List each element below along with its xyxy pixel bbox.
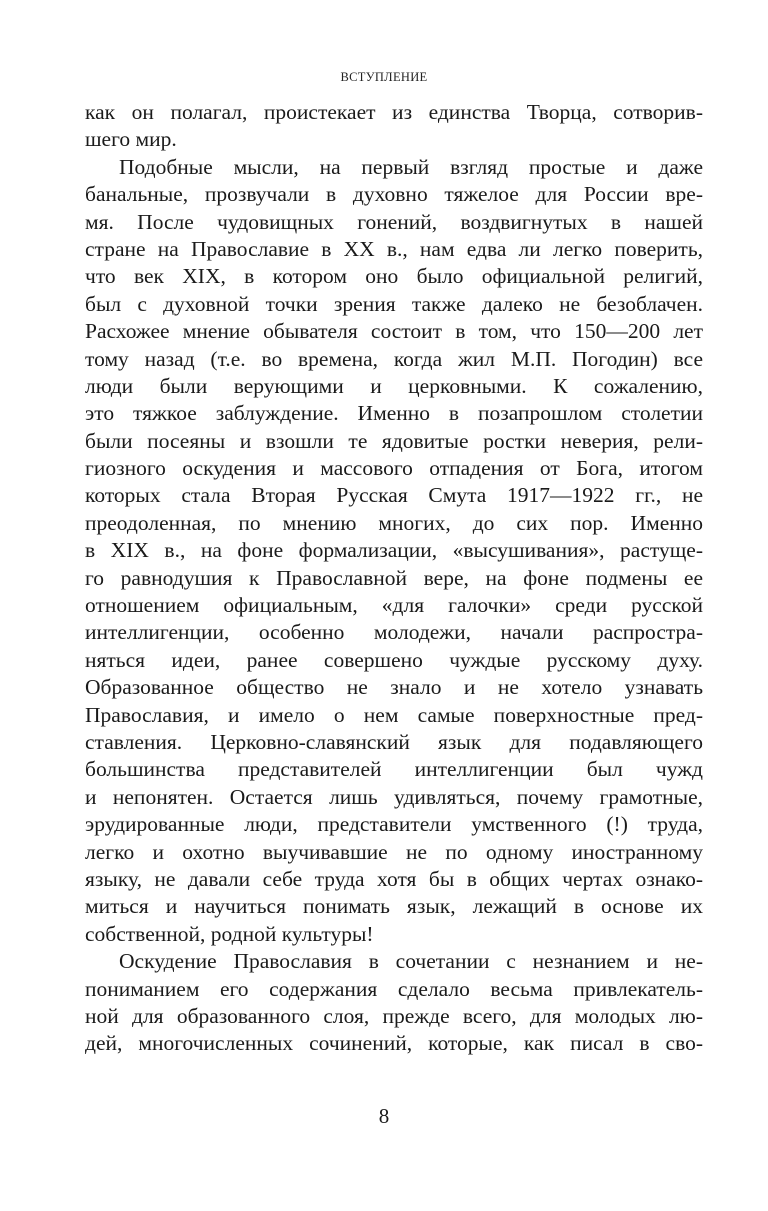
running-head: ВСТУПЛЕНИЕ [340,70,428,84]
text-line: Подобные мысли, на первый взгляд простые и даже [119,154,703,179]
text-line: Расхожее мнение обывателя состоит в том, что 150—200 лет [85,319,703,344]
text-line: стране на Православие в XX в., нам едва ли легко поверить, [85,236,703,261]
paragraph [85,948,703,1058]
text-line: дей, многочисленных сочинений, которые, как писал в сво- [85,1031,703,1056]
text-line: шего мир. [85,127,177,152]
text-line: большинства представителей интеллигенции был чужд [85,757,703,782]
text-line: ной для образованного слоя, прежде всего, для молодых лю- [85,1003,703,1028]
text-line: собственной, родной культуры! [85,921,374,946]
text-line: пониманием его содержания сделало весьма привлекатель- [85,976,703,1001]
text-line: гиозного оскудения и массового отпадения от Бога, итогом [85,456,703,481]
text-line: няться идеи, ранее совершено чуждые русскому духу. [85,647,703,672]
text-line: и непонятен. Остается лишь удивляться, почему грамотные, [85,784,703,809]
text-line: люди были верующими и церковными. К сожалению, [85,373,703,398]
page-number: 8 [378,1104,390,1128]
text-line: были посеяны и взошли те ядовитые ростки неверия, рели- [85,428,703,453]
paragraph [85,154,703,948]
text-line: интеллигенции, особенно молодежи, начали распростра- [85,620,703,645]
text-line: легко и охотно выучивавшие не по одному иностранному [85,839,703,864]
text-line: миться и научиться понимать язык, лежащий в основе их [85,894,703,919]
body-text [85,99,703,1058]
text-line: в XIX в., на фоне формализации, «высушивания», растуще- [85,538,703,563]
text-line: языку, не давали себе труда хотя бы в общих чертах ознако- [85,866,703,891]
text-line: го равнодушия к Православной вере, на фоне подмены ее [85,565,703,590]
text-line: это тяжкое заблуждение. Именно в позапрошлом столетии [85,401,703,426]
text-line: Оскудение Православия в сочетании с незнанием и не- [119,949,703,974]
text-line: как он полагал, проистекает из единства Творца, сотворив- [85,100,703,124]
text-line: эрудированные люди, представители умственного (!) труда, [85,812,703,837]
text-line: был с духовной точки зрения также далеко не безоблачен. [85,291,703,316]
text-line: что век XIX, в котором оно было официальной религий, [85,264,703,289]
paragraph [85,99,703,154]
text-line: Образованное общество не знало и не хотело узнавать [85,675,703,700]
text-line: которых стала Вторая Русская Смута 1917—1922 гг., не [85,483,703,508]
text-line: тому назад (т.е. во времена, когда жил М.П. Погодин) все [85,346,703,371]
text-line: банальные, прозвучали в духовно тяжелое для России вре- [85,182,703,207]
text-line: преодоленная, по мнению многих, до сих пор. Именно [85,510,703,535]
text-line: ставления. Церковно-славянский язык для подавляющего [85,729,703,754]
text-line: мя. После чудовищных гонений, воздвигнутых в нашей [85,209,703,234]
text-line: Православия, и имело о нем самые поверхностные пред- [85,702,703,727]
text-line: отношением официальным, «для галочки» среди русской [85,593,703,618]
